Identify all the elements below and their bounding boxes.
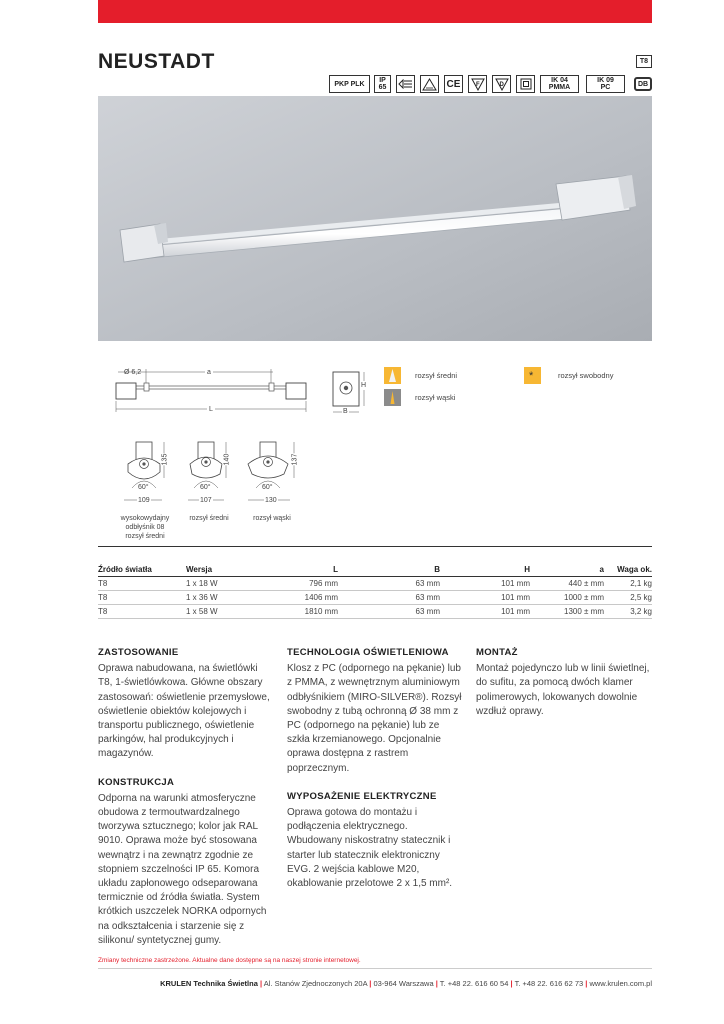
zastosowanie-heading: ZASTOSOWANIE <box>98 647 179 658</box>
col-header: L <box>256 563 338 577</box>
table-top-rule <box>98 546 652 547</box>
col-header: Wersja <box>186 563 256 577</box>
lamp-type-badge <box>636 55 652 68</box>
table-cell: 101 mm <box>440 591 530 605</box>
table-cell: 63 mm <box>338 591 440 605</box>
footer-separator: | <box>585 979 588 988</box>
table-cell: 1300 ± mm <box>530 605 604 619</box>
legend-narrow <box>384 389 455 406</box>
footer-rule <box>98 968 652 969</box>
col-header: a <box>530 563 604 577</box>
caption-section-3: rozsył wąski <box>253 515 291 522</box>
caption-section-1 <box>112 514 178 541</box>
table-cell: 2,5 kg <box>604 591 652 605</box>
footer-phone-1: T. +48 22. 616 60 54 <box>439 979 509 988</box>
footer-separator: | <box>259 979 263 988</box>
footer-website[interactable]: www.krulen.com.pl <box>589 979 652 988</box>
product-photo <box>98 96 652 341</box>
dim-d1-angle: 60° <box>138 484 149 491</box>
legend-medium <box>384 367 457 384</box>
svg-text:D: D <box>499 81 504 88</box>
spec-table <box>98 563 652 619</box>
free-beam-icon <box>524 367 541 384</box>
caption-section-2: rozsył średni <box>189 515 229 522</box>
legend-free <box>524 367 613 384</box>
caption-section-1-line-3: rozsył średni <box>125 533 165 540</box>
svg-text:F: F <box>475 81 480 88</box>
ce-mark-icon: CE <box>444 75 463 93</box>
table-header-row <box>98 563 652 577</box>
table-cell: T8 <box>98 577 186 591</box>
ik-pmma-badge <box>540 75 579 93</box>
table-cell: 63 mm <box>338 577 440 591</box>
table-cell: 2,1 kg <box>604 577 652 591</box>
svg-text:*: * <box>529 370 534 382</box>
footer-separator: | <box>510 979 513 988</box>
table-cell: 1000 ± mm <box>530 591 604 605</box>
footer-company: KRULEN Technika Świetlna <box>160 979 258 988</box>
top-red-bar <box>98 0 652 23</box>
wyposazenie-text: Oprawa gotowa do montażu i podłączenia elektrycznego. Wbudowany niskostratny statecznik i starter lub statecznik elektroniczny EVG. 2 wejścia kablowe M20, okablowanie przelotowe 2 x 1,5 mm². <box>287 807 453 890</box>
table-row <box>98 577 652 591</box>
table-cell: 101 mm <box>440 577 530 591</box>
dim-d1-h: 135 <box>161 453 169 466</box>
dim-d3-h: 137 <box>291 453 299 466</box>
narrow-beam-icon <box>384 389 401 406</box>
table-cell: 1406 mm <box>256 591 338 605</box>
ip-badge <box>374 75 391 93</box>
caption-section-1-line-1: wysokowydajny <box>120 515 170 522</box>
medium-beam-icon <box>384 367 401 384</box>
footer-phone-2: T. +48 22. 616 62 73 <box>514 979 584 988</box>
lamp-type-label: T8 <box>639 58 649 65</box>
zastosowanie-text: Oprawa nabudowana, na świetlówki T8, 1-świetlówkowa. Główne obszary zastosowań: oświetlenie przemysłowe, oświetlenie obiektów kolejowych i transportu publicznego, oświetlenie parkingów, hal produkcyjnych i magazynów. <box>98 663 270 760</box>
footer-address: Al. Stanów Zjednoczonych 20A <box>263 979 368 988</box>
table-row <box>98 605 652 619</box>
disclaimer-note: Zmiany techniczne zastrzeżone. Aktualne dane dostępne są na naszej stronie internetowej. <box>98 957 361 964</box>
table-cell: 101 mm <box>440 605 530 619</box>
class2-icon <box>516 75 535 93</box>
table-cell: T8 <box>98 591 186 605</box>
table-cell: 1 x 58 W <box>186 605 256 619</box>
legend-medium-label: rozsył średni <box>415 371 458 380</box>
wyposazenie-heading: WYPOSAŻENIE ELEKTRYCZNE <box>287 790 437 802</box>
l-label: L <box>209 406 213 413</box>
konstrukcja-text: Odporna na warunki atmosferyczne obudowa z termoutwardzalnego tworzywa sztucznego; kolor jak RAL 9010. Oprawa może być stosowana wewnątrz i na zewnątrz zgodnie ze stopniem szczelności IP 65. Komora układu zapłonowego odseparowana termicznie od źródła światła. System krótkich uszczelek NORKA odpornych na odkształcenia i starzenie się z silikonu/ syntetycznej gumy. <box>98 792 267 946</box>
table-cell: 63 mm <box>338 605 440 619</box>
footer-separator: | <box>369 979 372 988</box>
ballast-icon <box>396 75 415 93</box>
legend-narrow-label: rozsył wąski <box>415 393 456 402</box>
table-cell: 440 ± mm <box>530 577 604 591</box>
a-label: a <box>207 369 211 376</box>
dim-d3-angle: 60° <box>262 484 273 491</box>
montaz-text: Montaż pojedynczo lub w linii świetlnej, do sufitu, za pomocą dwóch klamer polimerowych, lokowanych dowolnie wzdłuż oprawy. <box>476 663 650 717</box>
db-badge <box>634 77 652 91</box>
enec-icon <box>420 75 439 93</box>
end-view-drawing <box>326 368 376 420</box>
pkp-label: PKP PLK <box>334 80 365 88</box>
table-row <box>98 591 652 605</box>
table-cell: 3,2 kg <box>604 605 652 619</box>
table-cell: 796 mm <box>256 577 338 591</box>
dim-d1-w: 109 <box>138 497 150 504</box>
legend-free-label: rozsył swobodny <box>558 371 614 380</box>
ip-label-2: 65 <box>378 84 387 91</box>
technologia-text: Klosz z PC (odpornego na pękanie) lub z PMMA, z wewnętrznym aluminiowym odbłyśnikiem (MIRO-SILVER®). Rozsył swobodny z tubą ochronną Ø 38 mm z PC (odpornego na pękanie) lub ze szkła krzemianowego. Opcjonalnie oprawa dostępna z rastrem poprzecznym. <box>287 663 462 774</box>
column-middle <box>287 646 463 905</box>
table-cell: 1810 mm <box>256 605 338 619</box>
b-label: B <box>343 408 348 415</box>
h-label: H <box>361 382 367 389</box>
montaz-heading: MONTAŻ <box>476 647 518 658</box>
footer-city: 03-964 Warszawa <box>373 979 434 988</box>
db-label: DB <box>637 80 649 88</box>
dim-d2-h: 140 <box>223 453 231 466</box>
footer-separator: | <box>435 979 438 988</box>
col-header: Waga ok. <box>604 563 652 577</box>
table-cell: T8 <box>98 605 186 619</box>
dim-d2-angle: 60° <box>200 484 211 491</box>
column-right <box>476 646 652 733</box>
col-header: H <box>440 563 530 577</box>
dim-d2-w: 107 <box>200 497 212 504</box>
ik-pc-label-2: PC <box>600 84 611 91</box>
konstrukcja-heading: KONSTRUKCJA <box>98 776 175 788</box>
column-left <box>98 646 270 962</box>
dia-label: Ø 6,2 <box>124 369 142 376</box>
ik-pc-label-1: IK 09 <box>597 77 614 84</box>
table-cell: 1 x 18 W <box>186 577 256 591</box>
ik-pmma-label-1: IK 04 <box>551 77 568 84</box>
col-header: B <box>338 563 440 577</box>
ip-label-1: IP <box>379 77 386 84</box>
caption-section-1-line-2: odbłyśnik 08 <box>125 524 165 531</box>
table-cell: 1 x 36 W <box>186 591 256 605</box>
f-mark-icon <box>468 75 487 93</box>
ik-pmma-label-2: PMMA <box>548 84 571 91</box>
technologia-heading: TECHNOLOGIA OŚWIETLENIOWA <box>287 647 449 658</box>
ik-pc-badge <box>586 75 625 93</box>
pkp-badge <box>329 75 370 93</box>
footer <box>160 979 652 988</box>
page-title: NEUSTADT <box>98 50 215 73</box>
d-mark-icon <box>492 75 511 93</box>
dim-d3-w: 130 <box>265 497 277 504</box>
col-header: Źródło światła <box>98 563 186 577</box>
